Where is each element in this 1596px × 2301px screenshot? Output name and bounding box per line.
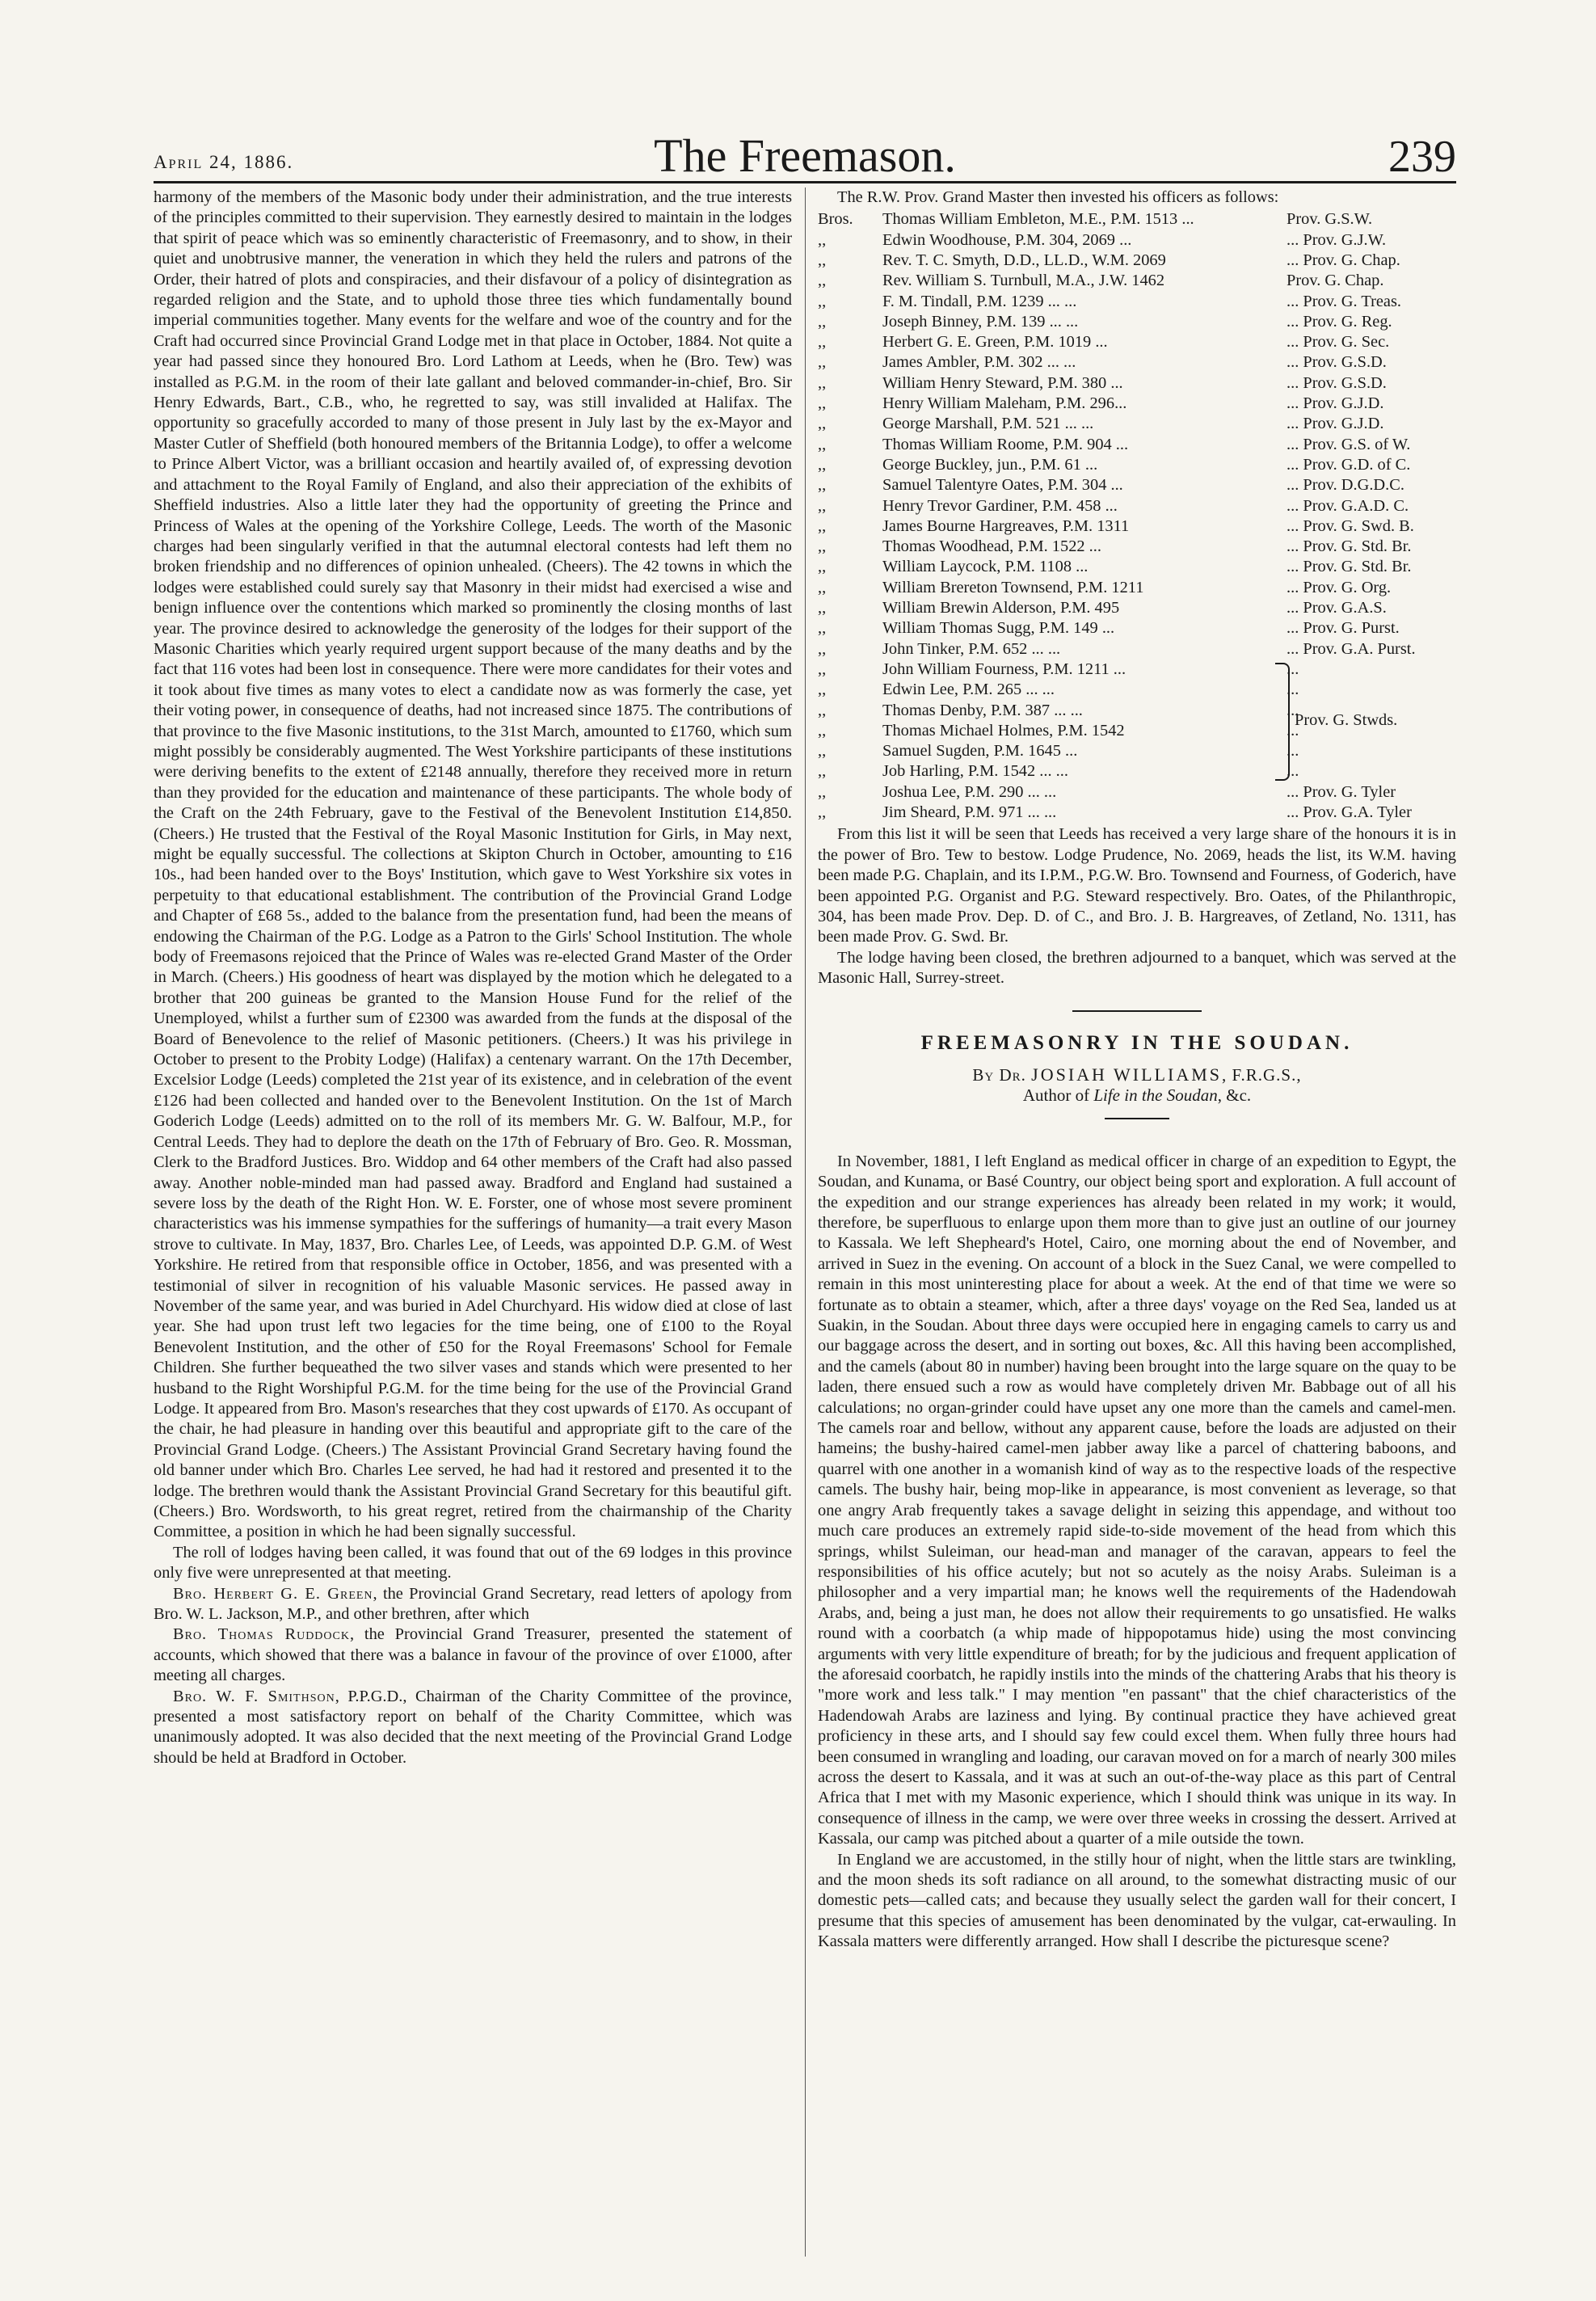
officer-row: [818, 680, 1456, 700]
officer-prefix: ,,: [818, 476, 827, 495]
officer-row: [818, 352, 1456, 373]
officer-name: John Tinker, P.M. 652 ... ...: [882, 639, 1061, 658]
officer-name: Edwin Lee, P.M. 265 ... ...: [882, 681, 1055, 699]
officer-prefix: ,,: [818, 455, 827, 474]
officer-name: Thomas Woodhead, P.M. 1522 ...: [882, 537, 1101, 556]
officer-row: [818, 660, 1456, 680]
officer-name: William Brereton Townsend, P.M. 1211: [882, 578, 1144, 596]
officer-name: William Henry Steward, P.M. 380 ...: [882, 373, 1123, 392]
officer-office: ... Prov. G.S.D.: [1286, 373, 1387, 392]
officer-row: [818, 475, 1456, 495]
report-paragraph: The roll of lodges having been called, it was found that out of the 69 lodges in this province only five were unrepresented at that meeting.: [154, 1543, 792, 1582]
article-title: FREEMASONRY IN THE SOUDAN.: [920, 1031, 1354, 1054]
right-column: [818, 188, 1456, 1953]
officer-name: Joseph Binney, P.M. 139 ... ...: [882, 312, 1079, 331]
left-column: [154, 188, 792, 1768]
officer-name: George Marshall, P.M. 521 ... ...: [882, 415, 1094, 433]
byline-rule: [1105, 1118, 1169, 1119]
masthead: [154, 121, 1456, 182]
report-paragraph: From this list it will be seen that Leeds has received a very large share of the honours it is in the power of Bro. Tew to bestow. Lodge Prudence, No. 2069, heads the list, its W.M. having been made P.G. Chaplain, and its I.P.M., P.G.W. Bro. Townsend and Fourness, of Goderich, have been appointed P.G. Organist and P.G. Steward respectively. Bro. Oates, of the Philanthropic, 304, has been made Prov. Dep. D. of C., and Bro. J. B. Hargreaves, of Zetland, No. 1311, has been made Prov. G. Swd. Br.: [818, 825, 1456, 946]
officer-row: [818, 271, 1456, 291]
officer-prefix: ,,: [818, 312, 827, 331]
officer-row: [818, 251, 1456, 271]
officer-name: William Thomas Sugg, P.M. 149 ...: [882, 619, 1115, 638]
officer-name: Jim Sheard, P.M. 971 ... ...: [882, 803, 1057, 822]
officer-row: [818, 230, 1456, 251]
officer-prefix: ,,: [818, 537, 827, 556]
officer-office: ... Prov. G. Std. Br.: [1286, 537, 1412, 556]
author-name: JOSIAH WILLIAMS: [1031, 1064, 1223, 1085]
officer-office: ... Prov. G. Tyler: [1286, 782, 1396, 801]
officer-name: George Buckley, jun., P.M. 61 ...: [882, 455, 1098, 474]
report-paragraph: Bro. Thomas Ruddock, the Provincial Grand Treasurer, presented the statement of accounts, which showed that there was a balance in favour of the province of over £1000, after meeting all charges.: [154, 1625, 792, 1685]
officer-row: [818, 782, 1456, 803]
officers-intro: The R.W. Prov. Grand Master then invested his officers as follows:: [837, 188, 1279, 206]
person-name: Bro. W. F. Smithson: [173, 1687, 335, 1705]
officer-prefix: ,,: [818, 415, 827, 433]
officer-office: ... Prov. G. Std. Br.: [1286, 558, 1412, 576]
officer-office: ... Prov. G. Sec.: [1286, 333, 1390, 352]
officer-office: ... Prov. D.G.D.C.: [1286, 476, 1404, 495]
officer-row: [818, 312, 1456, 332]
officer-prefix: ,,: [818, 373, 827, 392]
officer-row: [818, 578, 1456, 598]
officer-row: [818, 761, 1456, 782]
officer-row: [818, 598, 1456, 618]
masthead-rule: [154, 181, 1456, 183]
officer-name: Thomas Denby, P.M. 387 ... ...: [882, 701, 1083, 719]
officer-name: Samuel Sugden, P.M. 1645 ...: [882, 742, 1078, 761]
officer-row: [818, 639, 1456, 660]
officer-row: [818, 209, 1456, 230]
article-paragraph: In November, 1881, I left England as medical officer in charge of an expedition to Egypt, the Soudan, and Kunama, or Basé Country, our object being sport and exploration. A full account of the expedition and our strange experiences has already been related in my work; it would, therefore, be superfluous to enlarge upon them more than to give just an outline of our journey to Kassala. We left Shepheard's Hotel, Cairo, one morning about the end of November, and arrived in Suez in the evening. On account of a block in the Suez Canal, we were compelled to remain in this most uninteresting place for about a week. At the end of that time we were so fortunate as to obtain a steamer, which, after a three days' voyage on the Red Sea, landed us at Suakin, in the Soudan. About three days were occupied here in engaging camels to carry us and our baggage across the desert, and in sorting out boxes, &c. All this having been accomplished, and the camels (about 80 in number) having been brought into the large square on the quay to be laden, there ensued such a row as would have completely driven Mr. Babbage out of all his calculations; no organ-grinder could have upset any one more than the camels and camel-men. The camels roar and bellow, without any apparent cause, before the loads are adjusted on their hameins; the bushy-haired camel-men jabber away like a parcel of chattering baboons, and quarrel with one another in a womanish kind of way as to the respective loads of the respective camels. The bushy hair, being mop-like in appearance, is most convenient as leverage, so that one angry Arab frequently takes a savage delight in seizing this appendage, and without too much care produces an extremely rapid side-to-side movement of the head from which this springs, whilst Suleiman, our head-man and manager of the caravan, appears to feel the responsibilities of his office acutely; but not so acutely as the noisy Arabs. Suleiman is a philosopher and a very impartial man; he knows well the requirements of the Hadendowah Arabs, and, being a just man, he does not allow their requirements to go unsatisfied. He walks round with a coorbatch (a whip made of hippopotamus hide) using the most convincing arguments with very little expenditure of breath; for by the judicious and frequent application of the aforesaid coorbatch, he rapidly instils into the minds of the chattering Arabs that his theory is "more work and less talk." I may mention "en passant" that the chief characteristics of the Hadendowah Arabs are laziness and lying. By continual practice they have achieved great proficiency in these arts, and I should say few could excel them. When fully three hours had been consumed in wrangling and loading, our caravan moved on for a march of nearly 300 miles across the desert to Kassala, and it was at such an out-of-the-way place as this part of Central Africa that I met with my Masonic experience, which I should think was unique in its way. In consequence of illness in the camp, we were over three weeks in crossing the dessert. Arrived at Kassala, our camp was pitched about a quarter of a mile outside the town.: [818, 1152, 1456, 1848]
officer-office: ... Prov. G.S.D.: [1286, 353, 1387, 372]
officer-row: [818, 557, 1456, 577]
officer-prefix: ,,: [818, 496, 827, 515]
officer-prefix: ,,: [818, 578, 827, 596]
officer-office: ... Prov. G.A. Purst.: [1286, 639, 1416, 658]
issue-date: April 24, 1886.: [154, 152, 294, 172]
officer-row: [818, 496, 1456, 516]
brace: [1275, 663, 1290, 781]
officer-prefix: ,,: [818, 742, 827, 761]
officer-office: ...: [1286, 681, 1299, 699]
author-credit: Author of Life in the Soudan, &c.: [1022, 1085, 1252, 1106]
officer-name: James Ambler, P.M. 302 ... ...: [882, 353, 1076, 372]
officer-row: [818, 332, 1456, 352]
officer-row: [818, 803, 1456, 823]
column-divider: [805, 188, 806, 2257]
report-paragraph: The lodge having been closed, the brethren adjourned to a banquet, which was served at the Masonic Hall, Surrey-street.: [818, 948, 1456, 988]
officer-office: Prov. G. Chap.: [1286, 272, 1384, 290]
book-title: Life in the Soudan: [1093, 1085, 1218, 1106]
officer-name: Thomas Michael Holmes, P.M. 1542: [882, 721, 1125, 740]
officer-prefix: ,,: [818, 251, 827, 269]
officer-prefix: ,,: [818, 782, 827, 801]
officer-row: [818, 741, 1456, 761]
officer-prefix: ,,: [818, 619, 827, 638]
officer-name: William Brewin Alderson, P.M. 495: [882, 599, 1120, 617]
officer-prefix: ,,: [818, 639, 827, 658]
officer-office: ... Prov. G.S. of W.: [1286, 435, 1411, 453]
report-paragraph: harmony of the members of the Masonic body under their administration, and the true interests of the principles committed to their supervision. They earnestly desired to maintain in the lodges that spirit of peace which was so eminently characteristic of Freemasonry, and to show, in their quiet and unobtrusive manner, the veneration in which they held the rulers and patrons of the Order, their hatred of plots and conspiracies, and their disfavour of a policy of disintegration as regarded religion and the State, and to uphold those three ties which fundamentally bound imperial communities together. Many events for the welfare and woe of the country and for the Craft had occurred since Provincial Grand Lodge met in that place in October, 1884. Not quite a year had passed since they honoured Bro. Lord Lathom at Leeds, when he (Bro. Tew) was installed as P.G.M. in the room of their late gallant and beloved commander-in-chief, Bro. Sir Henry Edwards, Bart., C.B., who, he regretted to say, was still invalided at Halifax. The opportunity so gracefully accorded to many of those present in July last by the ex-Mayor and Master Cutler of Sheffield (both honoured members of the Britannia Lodge), to offer a welcome to Prince Albert Victor, was a brilliant occasion and heartily availed of, of expressing devotion and attachment to the Royal Family of England, and also their appreciation of the exhibits of Sheffield industries. Also a little later they had the opportunity of greeting the Prince and Princess of Wales at the opening of the Yorkshire College, Leeds. The worth of the Masonic charges had been singularly verified in that the autumnal electoral contests had left them no broken friendship and no differences of opinion unhealed. (Cheers). The 42 towns in which the lodges were established could surely say that Masonry in their midst had exercised a wise and benign influence over the contentions which marked so prominently the closing months of last year. The province desired to acknowledge the generosity of the lodges for their support of the Masonic Charities which yearly required urgent support because of the many deaths and by the fact that 116 votes had been lost in consequence. There were more candidates for their votes and it took about five times as many votes to elect a candidate now as was formerly the case, yet their voting power, in consequence of deaths, had not increased since 1875. The contributions of that province to the five Masonic institutions, to the 31st March, amounted to £1760, which sum might possibly be considerably augmented. The West Yorkshire participants of these institutions were deriving benefits to the extent of £2148 annually, therefore they received more in return than they provided for the education and maintenance of these participants. The whole body of the Craft on the 24th February, gave to the Festival of the Benevolent Institution £14,850. (Cheers.) He trusted that the Festival of the Royal Masonic Institution for Girls, in May next, might be equally successful. The collections at Skipton Church in October, amounting to £16 10s., had been handed over to the Boys' Institution, which gave to West Yorkshire six votes in perpetuity to that educational establishment. The contribution of the Provincial Grand Lodge and Chapter of £68 5s., added to the balance from the presentation fund, had been the means of endowing the Chairman of the P.G. Lodge as a Patron to the Girls' School Institution. The whole body of Freemasons rejoiced that the Prince of Wales was re-elected Grand Master of the Order in March. (Cheers.) His goodness of heart was displayed by the motion which he delegated to a brother that 200 guineas be granted to the Mansion House Fund for the relief of the Unemployed, whilst a further sum of £2300 was awarded from the funds at the disposal of the Board of Benevolence to the relief of Masonic petitioners. (Cheers.) It was his privilege in October to present to the Probity Lodge) (Halifax) a centenary warrant. On the 17th December, Excelsior Lodge (Leeds) completed the 21st year of its existence, and in celebration of the event £126 had been collected and handed over to the Benevolent Institution. On the 1st of March Goderich Lodge (Leeds) admitted on to the roll of its members Mr. G. W. Balfour, M.P., for Central Leeds. They had to deplore the death on the 17th of February of Bro. Geo. R. Mossman, Clerk to the Bradford Justices. Bro. Widdop and 64 other members of the Craft had also passed away. Another noble-minded man had passed away. Bradford and England had sustained a severe loss by the death of the Right Hon. W. E. Forster, one of whose most severe prominent characteristics was his immense sympathies for the sufferings of humanity—a trait every Mason strove to cultivate. In May, 1837, Bro. Charles Lee, of Leeds, was appointed D.P. G.M. of West Yorkshire. He retired from that responsible office in October, 1856, and was presented with a testimonial of silver in recognition of his valuable Masonic services. He passed away in November of the same year, and was buried in Adel Churchyard. His widow died at close of last year. She had upon trust left two legacies for the time being, one of £100 to the Royal Benevolent Institution, and the other of £50 for the Royal Freemasons' School for Female Children. She further bequeathed the two silver vases and stands which were presented to her husband to the Right Worshipful P.G.M. for the time being for the use of the Provincial Grand Lodge. It appeared from Bro. Mason's researches that they cost upwards of £170. As occupant of the chair, he had pleasure in handing over this beautiful and appropriate gift to the care of the Provincial Grand Lodge. (Cheers.) The Assistant Provincial Grand Secretary having found the old banner under which Bro. Charles Lee served, he had had it restored and presented it to the lodge. The brethren would thank the Assistant Provincial Grand Secretary for this beautiful gift. (Cheers.) Bro. Wordsworth, to his great regret, retired from the chairmanship of the Charity Committee, a position in which he had been signally successful.: [154, 188, 792, 1541]
person-name: Bro. Thomas Ruddock: [173, 1625, 350, 1644]
page-number: 239: [1388, 132, 1456, 182]
officer-name: Edwin Woodhouse, P.M. 304, 2069 ...: [882, 230, 1132, 249]
officer-prefix: ,,: [818, 803, 827, 822]
officer-name: Job Harling, P.M. 1542 ... ...: [882, 762, 1068, 781]
officer-name: John William Fourness, P.M. 1211 ...: [882, 660, 1126, 678]
officer-prefix: Bros.: [818, 210, 853, 229]
officer-row: [818, 394, 1456, 414]
report-paragraph: Bro. Herbert G. E. Green, the Provincial Grand Secretary, read letters of apology from Bro. W. L. Jackson, M.P., and other brethren, after which: [154, 1584, 792, 1624]
officer-name: Samuel Talentyre Oates, P.M. 304 ...: [882, 476, 1123, 495]
officer-prefix: ,,: [818, 721, 827, 740]
officer-office: ... Prov. G. Reg.: [1286, 312, 1392, 331]
officer-prefix: ,,: [818, 230, 827, 249]
officer-office: ...: [1286, 660, 1299, 678]
officer-office: ... Prov. G. Purst.: [1286, 619, 1400, 638]
byline: By Dr. JOSIAH WILLIAMS, F.R.G.S.,: [972, 1064, 1302, 1085]
officer-name: Henry William Maleham, P.M. 296...: [882, 394, 1127, 413]
officer-name: F. M. Tindall, P.M. 1239 ... ...: [882, 292, 1077, 310]
officer-name: Joshua Lee, P.M. 290 ... ...: [882, 782, 1057, 801]
officer-office: Prov. G.S.W.: [1286, 210, 1373, 229]
officer-office: ... Prov. G.A.D. C.: [1286, 496, 1409, 515]
officer-prefix: ,,: [818, 394, 827, 413]
section-rule: [1072, 1010, 1202, 1012]
officer-office: ... Prov. G.D. of C.: [1286, 455, 1411, 474]
officer-name: Herbert G. E. Green, P.M. 1019 ...: [882, 333, 1108, 352]
officer-name: William Laycock, P.M. 1108 ...: [882, 558, 1089, 576]
officer-office: ... Prov. G.A.S.: [1286, 599, 1387, 617]
officer-office: ... Prov. G. Chap.: [1286, 251, 1400, 269]
officer-office: ... Prov. G.J.D.: [1286, 415, 1384, 433]
officer-row: [818, 455, 1456, 475]
officer-name: Thomas William Embleton, M.E., P.M. 1513 ...: [882, 210, 1194, 229]
officer-office: ... Prov. G. Org.: [1286, 578, 1392, 596]
officer-name: James Bourne Hargreaves, P.M. 1311: [882, 516, 1130, 535]
article-paragraph: In England we are accustomed, in the stilly hour of night, when the little stars are twinkling, and the moon sheds its soft radiance on all around, to the somewhat distracting music of our domestic pets—called cats; and because they usually select the garden wall for their concert, I presume that this species of amusement has been denominated by the vulgar, cat-erwauling. In Kassala matters were differently arranged. How shall I describe the picturesque scene?: [818, 1850, 1456, 1951]
officer-row: [818, 435, 1456, 455]
report-paragraph: Bro. W. F. Smithson, P.P.G.D., Chairman of the Charity Committee of the province, presented a most satisfactory report on behalf of the Charity Committee, which was unanimously adopted. It was also decided that the next meeting of the Provincial Grand Lodge should be held at Bradford in October.: [154, 1687, 793, 1767]
stewards-group: [818, 660, 1456, 782]
officer-row: [818, 373, 1456, 394]
officer-office: ... Prov. G.A. Tyler: [1286, 803, 1412, 822]
officer-prefix: ,,: [818, 660, 827, 678]
stewards-office: Prov. G. Stwds.: [1295, 710, 1398, 729]
officer-office: ... Prov. G.J.W.: [1286, 230, 1387, 249]
officer-row: [818, 516, 1456, 537]
officer-name: Rev. T. C. Smyth, D.D., LL.D., W.M. 2069: [882, 251, 1166, 269]
officer-prefix: ,,: [818, 435, 827, 453]
publication-title: The Freemason.: [654, 129, 956, 182]
officer-office: ...: [1286, 742, 1299, 761]
officer-prefix: ,,: [818, 681, 827, 699]
officer-row: [818, 292, 1456, 312]
officer-row: [818, 618, 1456, 638]
officer-name: Rev. William S. Turnbull, M.A., J.W. 1462: [882, 272, 1165, 290]
officer-prefix: ,,: [818, 353, 827, 372]
officer-office: ... Prov. G.J.D.: [1286, 394, 1384, 413]
officer-name: Thomas William Roome, P.M. 904 ...: [882, 435, 1129, 453]
officer-name: Henry Trevor Gardiner, P.M. 458 ...: [882, 496, 1118, 515]
person-name: Bro. Herbert G. E. Green: [173, 1584, 373, 1603]
officer-office: ...: [1286, 762, 1299, 781]
officer-office: ...: [1286, 701, 1299, 719]
officers-list: [818, 209, 1456, 823]
officer-office: ... Prov. G. Swd. B.: [1286, 516, 1414, 535]
officer-prefix: ,,: [818, 762, 827, 781]
officer-prefix: ,,: [818, 701, 827, 719]
officer-row: [818, 537, 1456, 557]
officer-prefix: ,,: [818, 333, 827, 352]
officer-prefix: ,,: [818, 272, 827, 290]
officer-prefix: ,,: [818, 292, 827, 310]
officer-prefix: ,,: [818, 599, 827, 617]
officer-row: [818, 414, 1456, 434]
officer-prefix: ,,: [818, 516, 827, 535]
officer-prefix: ,,: [818, 558, 827, 576]
officer-office: ...: [1286, 721, 1299, 740]
officer-office: ... Prov. G. Treas.: [1286, 292, 1401, 310]
